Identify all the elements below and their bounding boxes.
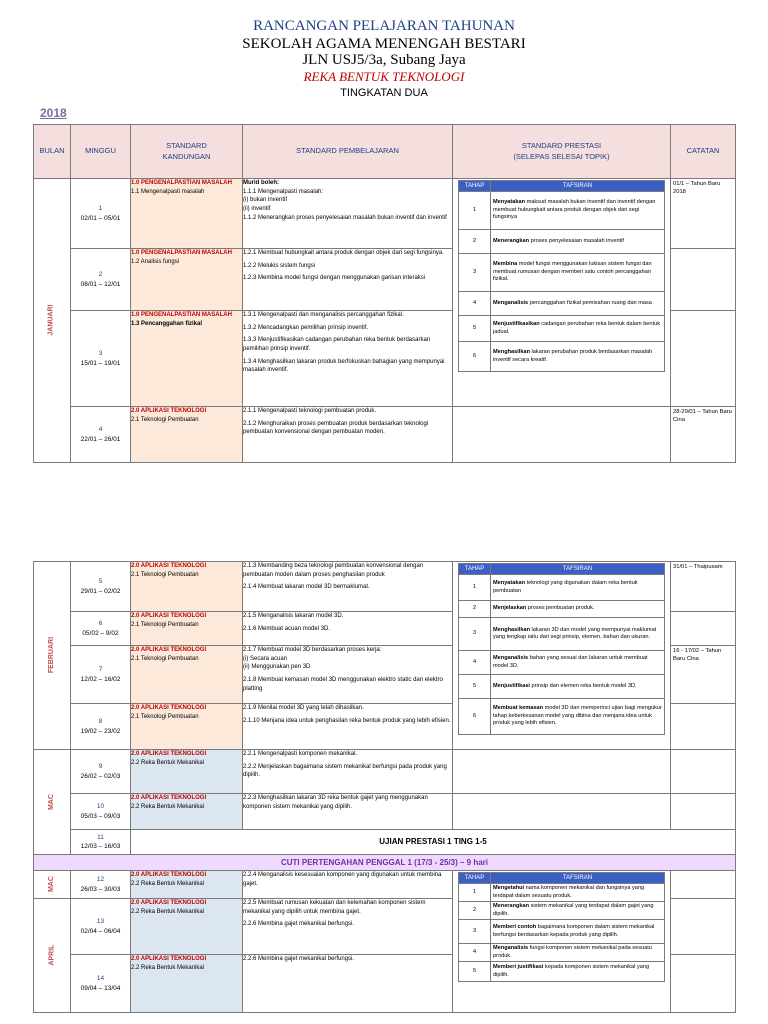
week-1: 1 02/01 – 05/01 bbox=[71, 179, 131, 249]
prestasi-2 bbox=[453, 562, 671, 750]
col-minggu: MINGGU bbox=[71, 125, 131, 179]
prestasi-3 bbox=[453, 871, 671, 1013]
week-12: 12 26/03 – 30/03 bbox=[71, 871, 131, 899]
week-2: 2 08/01 – 12/01 bbox=[71, 249, 131, 311]
sp-row-1: Murid boleh: 1.1.1 Mengenalpasti masalah: (i) bukan inventif (ii) inventif 1.1.2 Menerangkan proses penyelesaian masalah bukan inventif dan inventif bbox=[243, 179, 453, 249]
sp-row-3: 1.3.1 Mengenalpasti dan menganalisis percanggahan fizikal. 1.3.2 Mencadangkan pemilihan prinsip inventif. 1.3.3 Menjustifikasikan cadangan perubahan reka bentuk berdasarkan pemilihan prinsip inventif. 1.3.4 Menghasilkan lakaran produk berfokuskan bahagian yang mempunyai masalah inventif. bbox=[243, 311, 453, 407]
catatan-5: 31/01 – Thaipusam bbox=[671, 562, 736, 612]
month-januari: JANUARI bbox=[34, 179, 71, 463]
tafsiran-header: TAFSIRAN bbox=[491, 181, 665, 192]
week-3: 3 15/01 – 19/01 bbox=[71, 311, 131, 407]
tahap-header: TAHAP bbox=[459, 181, 491, 192]
week-7: 7 12/02 – 16/02 bbox=[71, 646, 131, 704]
week-13: 13 02/04 – 06/04 bbox=[71, 899, 131, 955]
sk-row-4: 2.0 APLIKASI TEKNOLOGI 2.1 Teknologi Pembuatan bbox=[131, 407, 243, 463]
week-6: 6 05/02 – 9/02 bbox=[71, 612, 131, 646]
tahap-table-1: TAHAP TAFSIRAN 1 Menyatakan maksud masalah bukan inventif dan inventif dengan membuat hubungkait antara produk dengan objek dari segi fungsinya 2 Menerangkan proses penyelesaian masalah inventif 3 Membina model fungsi menggunakan lukisan sistem fungsi dan membuat rumusan dengan memberi satu contoh percanggahan fizikal. 4 Menganalisis percanggahan fizikal pemisahan ruang dan masa 5 Menjustifikasikan cadangan perubahan reka bentuk dalam bentuk jadual. 6 Menghasilkan lakaran perubahan produk berdasarkan masalah inventif secara kreatif. bbox=[458, 180, 665, 372]
month-mac-2: MAC bbox=[34, 871, 71, 899]
plan-table-2: FEBRUARI 5 29/01 – 02/02 2.0 APLIKASI TEKNOLOGI 2.1 Teknologi Pembuatan 2.1.3 Membanding beza teknologi pembuatan konvensional dengan pembuatan moden dalam proses penghasilan produk 2.1.4 Membuat lakaran model 3D bermaklumat. TAHAP TAFSIRAN 1 Menyatakan teknologi yang digunakan dalam reka bentuk pembuatan 2 Menjelaskan proses pembuatan produk. 3 Menghasilkan lakaran 3D dan model yang mempunyai maklumat yang lengkap iaitu dari segi prinsip, elemen, bahan dan ukuran. 4 Menganalisis bahan yang sesuai dan lakaran untuk membuat model 3D. 5 Menjustifikasi prinsip dan elemen reka bentuk model 3D. 6 Membuat kemasan model 3D dan memperinci ujian bagi mengukur tahap keberkesanan model yang dibina dan menjana idea untuk produk yang lebih efisien. 31/01 – Thaipusam 6 05/02 – 9/02 2.0 APLIKASI TEKNOLOGI 2.1 Teknologi Pembuatan 2.1.5 Menganalisis lakaran model 3D. 2.1.6 Membuat acuan model 3D. 7 12/02 – 16/02 2.0 APLIKASI TEKNOLOGI 2.1 Teknologi Pembuatan 2.1.7 Membuat model 3D berdasarkan proses kerja: (i) Secara acuan (ii) Menggunakan pen 3D 2.1.8 Membuat kemasan model 3D menggunakan elektro static dan elektro platting 16 - 17/02 – Tahun Baru Cina 8 19/02 – 23/02 2.0 APLIKASI TEKNOLOGI 2.1 Teknologi Pembuatan 2.1.9 Menilai model 3D yang telah dihasilkan. 2.1.10 Menjana idea untuk penghasilan reka bentuk produk yang lebih efisien. MAC 9 26/02 – 02/03 2.0 APLIKASI TEKNOLOGI 2.2 Reka Bentuk Mekanikal 2.2.1 Mengenalpasti komponen mekanikal. 2.2.2 Menjelaskan bagaimana sistem mekanikal berfungsi pada produk yang dipilih. 10 05/03 – 09/03 2.0 APLIKASI TEKNOLOGI 2.2 Reka Bentuk Mekanikal 2.2.3 Menghasilkan lakaran 3D reka bentuk gajet yang menggunakan komponen sistem mekanikal yang dipilih. 11 12/03 – 16/03 UJIAN PRESTASI 1 TING 1-5 CUTI PERTENGAHAN PENGGAL 1 (17/3 - 25/3) – 9 hari MAC 12 26/03 – 30/03 2.0 APLIKASI TEKNOLOGI 2.2 Reka Bentuk Mekanikal 2.2.4 Menganalisis kesesuaian komponen yang digunakan untuk membina gajet. TAHAP TAFSIRAN 1 Mengetahui nama komponen mekanikal dan fungsinya yang terdapat dalam sesuatu produk. 2 Menerangkan sistem mekanikal yang terdapat dalam gajet yang dipilih. 3 Memberi contoh bagaimana komponen dalam sistem mekanikal berfungsi berdasarkan kepada produk yang dipilih. 4 Menganalisis fungsi komponen sistem mekanikal pada sesuatu produk. 5 Memberi justifikasi kepada komponen sistem mekanikal yang dipilih. APRIL 13 02/04 – 06/04 2.0 APLIKASI TEKNOLOGI 2.2 Reka Bentuk Mekanikal 2.2.5 Membuat rumusan kekuatan dan kelemahan komponen sistem mekanikal yang dipilih untuk membina gajet. 2.2.6 Membina gajet mekanikal berfungsi. 14 09/04 – 13/04 2.0 APLIKASI TEKNOLOGI 2.2 Reka Bentuk Mekanikal 2.2.6 Membina gajet mekanikal berfungsi. bbox=[33, 561, 736, 1013]
catatan-4: 28-29/01 – Tahun Baru Cina bbox=[671, 407, 736, 463]
catatan-1: 01/1 – Tahun Baru 2018 bbox=[671, 179, 736, 249]
form-level: TINGKATAN DUA bbox=[340, 87, 428, 99]
sk-row-3: 1.0 PENGENALPASTIAN MASALAH 1.3 Pencanggahan fizikal bbox=[131, 311, 243, 407]
week-10: 10 05/03 – 09/03 bbox=[71, 794, 131, 830]
month-februari: FEBRUARI bbox=[34, 562, 71, 750]
tahap-table-3: TAHAP TAFSIRAN 1 Mengetahui nama komponen mekanikal dan fungsinya yang terdapat dalam sesuatu produk. 2 Menerangkan sistem mekanikal yang terdapat dalam gajet yang dipilih. 3 Memberi contoh bagaimana komponen dalam sistem mekanikal berfungsi berdasarkan kepada produk yang dipilih. 4 Menganalisis fungsi komponen sistem mekanikal pada sesuatu produk. 5 Memberi justifikasi kepada komponen sistem mekanikal yang dipilih. bbox=[458, 872, 665, 982]
sp-row-4: 2.1.1 Mengenalpasti teknologi pembuatan produk. 2.1.2 Menghuraikan proses pembuatan produk berdasarkan teknologi pembuatan konvensional dengan pembuatan moden. bbox=[243, 407, 453, 463]
cuti-pertengahan: CUTI PERTENGAHAN PENGGAL 1 (17/3 - 25/3) – 9 hari bbox=[34, 855, 736, 871]
week-8: 8 19/02 – 23/02 bbox=[71, 704, 131, 750]
sk-row-1: 1.0 PENGENALPASTIAN MASALAH 1.1 Mengenalpasti masalah bbox=[131, 179, 243, 249]
week-5: 5 29/01 – 02/02 bbox=[71, 562, 131, 612]
col-standard-prestasi: STANDARD PRESTASI (SELEPAS SELESAI TOPIK) bbox=[453, 125, 671, 179]
week-9: 9 26/02 – 02/03 bbox=[71, 750, 131, 794]
subject-name: REKA BENTUK TEKNOLOGI bbox=[303, 69, 465, 84]
title-rancangan: RANCANGAN PELAJARAN TAHUNAN bbox=[253, 18, 515, 34]
ujian-prestasi: UJIAN PRESTASI 1 TING 1-5 bbox=[131, 830, 736, 855]
week-11: 11 12/03 – 16/03 bbox=[71, 830, 131, 855]
plan-table-1 bbox=[33, 124, 736, 463]
col-standard-pembelajaran: STANDARD PEMBELAJARAN bbox=[243, 125, 453, 179]
school-address: JLN USJ5/3a, Subang Jaya bbox=[302, 52, 466, 68]
month-mac: MAC bbox=[34, 750, 71, 855]
year-label: 2018 bbox=[40, 106, 67, 120]
week-4: 4 22/01 – 26/01 bbox=[71, 407, 131, 463]
col-catatan: CATATAN bbox=[671, 125, 736, 179]
sp-row-2: 1.2.1 Membuat hubungkait antara produk dengan objek dari segi fungsinya. 1.2.2 Melukis sistem fungsi 1.2.3 Membina model fungsi dengan menggunakan garisan interaksi bbox=[243, 249, 453, 311]
catatan-7: 16 - 17/02 – Tahun Baru Cina bbox=[671, 646, 736, 704]
prestasi-1 bbox=[453, 179, 671, 407]
tahap-table-2: TAHAP TAFSIRAN 1 Menyatakan teknologi yang digunakan dalam reka bentuk pembuatan 2 Menjelaskan proses pembuatan produk. 3 Menghasilkan lakaran 3D dan model yang mempunyai maklumat yang lengkap iaitu dari segi prinsip, elemen, bahan dan ukuran. 4 Menganalisis bahan yang sesuai dan lakaran untuk membuat model 3D. 5 Menjustifikasi prinsip dan elemen reka bentuk model 3D. 6 Membuat kemasan model 3D dan memperinci ujian bagi mengukur tahap keberkesanan model yang dibina dan menjana idea untuk produk yang lebih efisien. bbox=[458, 563, 665, 735]
col-bulan: BULAN bbox=[34, 125, 71, 179]
col-standard-kandungan: STANDARD KANDUNGAN bbox=[131, 125, 243, 179]
sk-row-2: 1.0 PENGENALPASTIAN MASALAH 1.2 Analisis fungsi bbox=[131, 249, 243, 311]
school-name: SEKOLAH AGAMA MENENGAH BESTARI bbox=[242, 36, 526, 52]
month-april: APRIL bbox=[34, 899, 71, 1013]
week-14: 14 09/04 – 13/04 bbox=[71, 955, 131, 1013]
